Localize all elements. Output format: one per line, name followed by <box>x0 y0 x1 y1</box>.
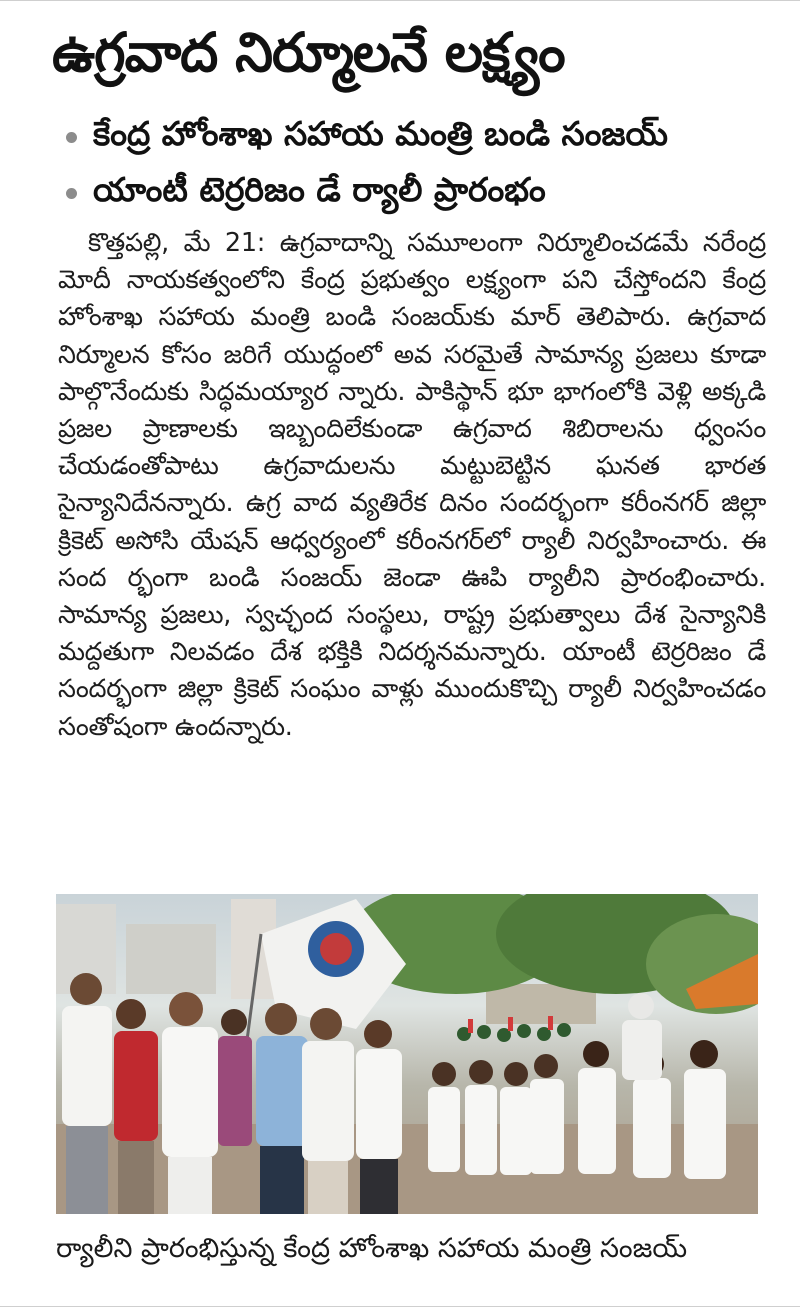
subheadline-text: కేంద్ర హోంశాఖ సహాయ మంత్రి బండి సంజయ్ <box>93 113 668 153</box>
photo-caption: ర్యాలీని ప్రారంభిస్తున్న కేంద్ర హోంశాఖ సహాయ మంత్రి సంజయ్ <box>56 1233 688 1264</box>
subheadline-item <box>66 109 786 165</box>
subheadline-list <box>66 109 786 221</box>
subheadline-item <box>66 165 786 221</box>
headline: ఉగ్రవాద నిర్మూలనే లక్ష్యం <box>52 21 565 84</box>
article-body: కొత్తపల్లి, మే 21: ఉగ్రవాదాన్ని సమూలంగా నిర్మూలించడమే నరేంద్ర మోదీ నాయకత్వంలోని కేంద్ర ప్రభుత్వం లక్ష్యంగా పని చేస్తోందని కేంద్ర హోంశాఖ సహాయ మంత్రి బండి సంజయ్‌కు మార్ తెలిపారు. ఉగ్రవాద నిర్మూలన కోసం జరిగే యుద్ధంలో అవ సరమైతే సామాన్య ప్రజలు కూడా పాల్గొనేందుకు సిద్ధమయ్యార న్నారు. పాకిస్థాన్ భూ భాగంలోకి వెళ్లి అక్కడి ప్రజల ప్రాణాలకు ఇబ్బందిలేకుండా ఉగ్రవాద శిబిరాలను ధ్వంసం చేయడంతోపాటు ఉగ్రవాదులను మట్టుబెట్టిన ఘనత భారత సైన్యానిదేనన్నారు. ఉగ్ర వాద వ్యతిరేక దినం సందర్భంగా కరీంనగర్ జిల్లా క్రికెట్ అసోసి యేషన్ ఆధ్వర్యంలో కరీంనగర్‌లో ర్యాలీ నిర్వహించారు. ఈ సంద ర్భంగా బండి సంజయ్ జెండా ఊపి ర్యాలీని ప్రారంభించారు. సామాన్య ప్రజలు, స్వచ్ఛంద సంస్థలు, రాష్ట్ర ప్రభుత్వాలు దేశ సైన్యానికి మద్దతుగా నిలవడం దేశ భక్తికి నిదర్శనమన్నారు. యాంటీ టెర్రరిజం డే సందర్భంగా జిల్లా క్రికెట్ సంఘం వాళ్లు ముందుకొచ్చి ర్యాలీ నిర్వహించడం సంతోషంగా ఉందన్నారు. <box>58 228 766 742</box>
bullet-dot-icon <box>66 132 77 143</box>
bullet-dot-icon <box>66 188 77 199</box>
rally-photo <box>56 894 758 1214</box>
subheadline-text: యాంటీ టెర్రరిజం డే ర్యాలీ ప్రారంభం <box>93 169 546 209</box>
